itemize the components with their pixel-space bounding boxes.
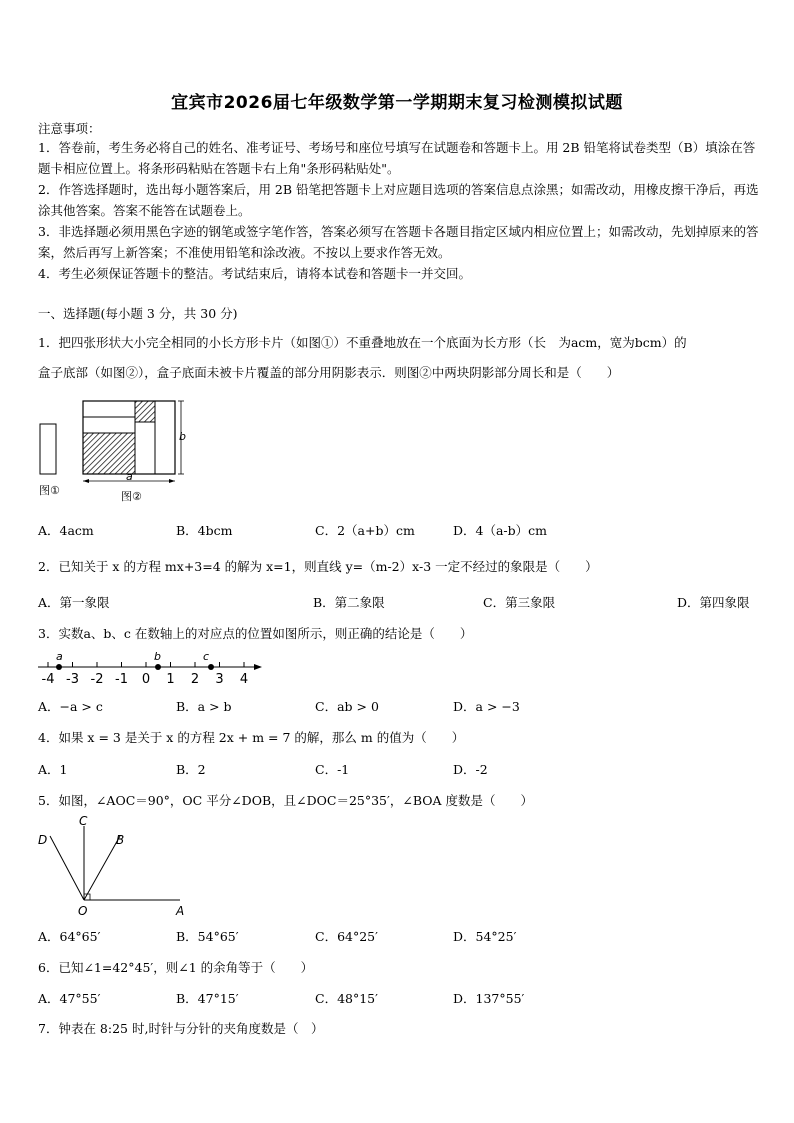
q6-stem: 6．已知∠1=42°45′，则∠1 的余角等于（ ） [38, 960, 314, 975]
q2-stem: 2．已知关于 x 的方程 mx+3=4 的解为 x=1，则直线 y=（m-2）x-3 一定不经过的象限是（ ） [38, 559, 598, 574]
q3-option-c[interactable]: C．ab > 0 [315, 699, 379, 714]
axis-tick-label: 2 [190, 672, 200, 687]
axis-tick-label: -2 [90, 672, 104, 687]
q2-option-c[interactable]: C．第三象限 [483, 595, 556, 610]
q5-option-a[interactable]: A．64°65′ [38, 929, 101, 944]
notice-item-1: 1．答卷前，考生务必将自己的姓名、准考证号、考场号和座位号填写在试题卷和答题卡上。用 2B 铅笔将试卷类型（B）填涂在答题卡相应位置上。将条形码粘贴在答题卡右上角"条形码粘贴处"。 [38, 140, 756, 176]
a-label: a [126, 470, 133, 483]
q1-option-a[interactable]: A．4acm [38, 523, 94, 538]
q1-figure [36, 394, 206, 506]
notice-item-4: 4．考生必须保证答题卡的整洁。考试结束后，请将本试卷和答题卡一并交回。 [38, 266, 471, 281]
label-d: D [38, 833, 48, 847]
q5-angle-figure [34, 812, 194, 920]
ray-od [50, 836, 84, 900]
q2-option-b[interactable]: B．第二象限 [313, 595, 385, 610]
label-c: C [79, 814, 88, 828]
axis-tick-label: -1 [115, 672, 128, 687]
axis-tick-label: 3 [215, 672, 224, 687]
q4-stem: 4．如果 x = 3 是关于 x 的方程 2x + m = 7 的解，那么 m 的值为（ ） [38, 730, 465, 745]
q2-option-a[interactable]: A．第一象限 [38, 595, 110, 610]
point-c [208, 664, 214, 670]
point-b [155, 664, 161, 670]
axis-tick-label: -3 [66, 672, 79, 687]
q6-option-b[interactable]: B．47°15′ [176, 991, 239, 1006]
q6-option-d[interactable]: D．137°55′ [453, 991, 525, 1006]
axis-tick-label: 1 [166, 672, 175, 687]
label-o: O [78, 904, 88, 918]
axis-tick-label: -4 [41, 672, 55, 687]
q7-stem: 7．钟表在 8:25 时,时针与分针的夹角度数是（ ） [38, 1021, 324, 1036]
section-heading: 一、选择题(每小题 3 分，共 30 分) [38, 306, 238, 321]
point-a [56, 664, 62, 670]
q4-option-c[interactable]: C．-1 [315, 762, 350, 777]
q4-option-a[interactable]: A．1 [38, 762, 68, 777]
q3-option-b[interactable]: B．a > b [176, 699, 232, 714]
q6-option-c[interactable]: C．48°15′ [315, 991, 378, 1006]
notice-heading: 注意事项： [38, 121, 101, 136]
fig1-label: 图① [39, 484, 60, 497]
q1-option-d[interactable]: D．4（a-b）cm [453, 523, 548, 538]
axis-tick-label: 4 [239, 672, 249, 687]
q1-option-b[interactable]: B．4bcm [176, 523, 233, 538]
q5-option-d[interactable]: D．54°25′ [453, 929, 517, 944]
axis-tick-label: 0 [141, 672, 151, 687]
q1-option-c[interactable]: C．2（a+b）cm [315, 523, 415, 538]
card-rect [40, 424, 56, 474]
b-label: b [179, 430, 186, 443]
point-c-label: c [203, 650, 210, 663]
shaded-region-1 [83, 433, 135, 474]
q1-stem-line2: 盒子底部（如图②），盒子底面未被卡片覆盖的部分用阴影表示．则图②中两块阴影部分周长和是（ ） [38, 365, 620, 380]
q3-stem: 3．实数a、b、c 在数轴上的对应点的位置如图所示，则正确的结论是（ ） [38, 626, 473, 641]
q1-stem-line1: 1．把四张形状大小完全相同的小长方形卡片（如图①）不重叠地放在一个底面为长方形（长 为acm，宽为bcm）的 [38, 335, 687, 350]
notice-item-3: 3．非选择题必须用黑色字迹的钢笔或签字笔作答，答案必须写在答题卡各题目指定区域内相应位置上；如需改动，先划掉原来的答案，然后再写上新答案；不准使用铅笔和涂改液。不按以上要求作答无效。 [38, 224, 759, 260]
page-title: 宜宾市2026届七年级数学第一学期期末复习检测模拟试题 [171, 93, 623, 113]
q4-option-b[interactable]: B．2 [176, 762, 206, 777]
q6-option-a[interactable]: A．47°55′ [38, 991, 101, 1006]
q3-option-a[interactable]: A．−a > c [38, 699, 103, 714]
notice-item-2: 2．作答选择题时，选出每小题答案后，用 2B 铅笔把答题卡上对应题目选项的答案信息点涂黑；如需改动，用橡皮擦干净后，再选涂其他答案。答案不能答在试题卷上。 [38, 182, 759, 218]
q3-option-d[interactable]: D．a > −3 [453, 699, 520, 714]
point-b-label: b [154, 650, 161, 663]
q4-option-d[interactable]: D．-2 [453, 762, 488, 777]
point-a-label: a [56, 650, 63, 663]
q3-number-line [34, 645, 266, 687]
label-a: A [176, 904, 185, 918]
fig2-label: 图② [121, 490, 142, 503]
shaded-region-2 [135, 401, 155, 422]
ray-ob [84, 836, 120, 900]
label-b: B [116, 833, 125, 847]
q5-option-b[interactable]: B．54°65′ [176, 929, 239, 944]
q5-stem: 5．如图，∠AOC＝90°，OC 平分∠DOB，且∠DOC＝25°35′，∠BOA 度数是（ ） [38, 793, 533, 808]
q2-option-d[interactable]: D．第四象限 [677, 595, 750, 610]
q5-option-c[interactable]: C．64°25′ [315, 929, 378, 944]
